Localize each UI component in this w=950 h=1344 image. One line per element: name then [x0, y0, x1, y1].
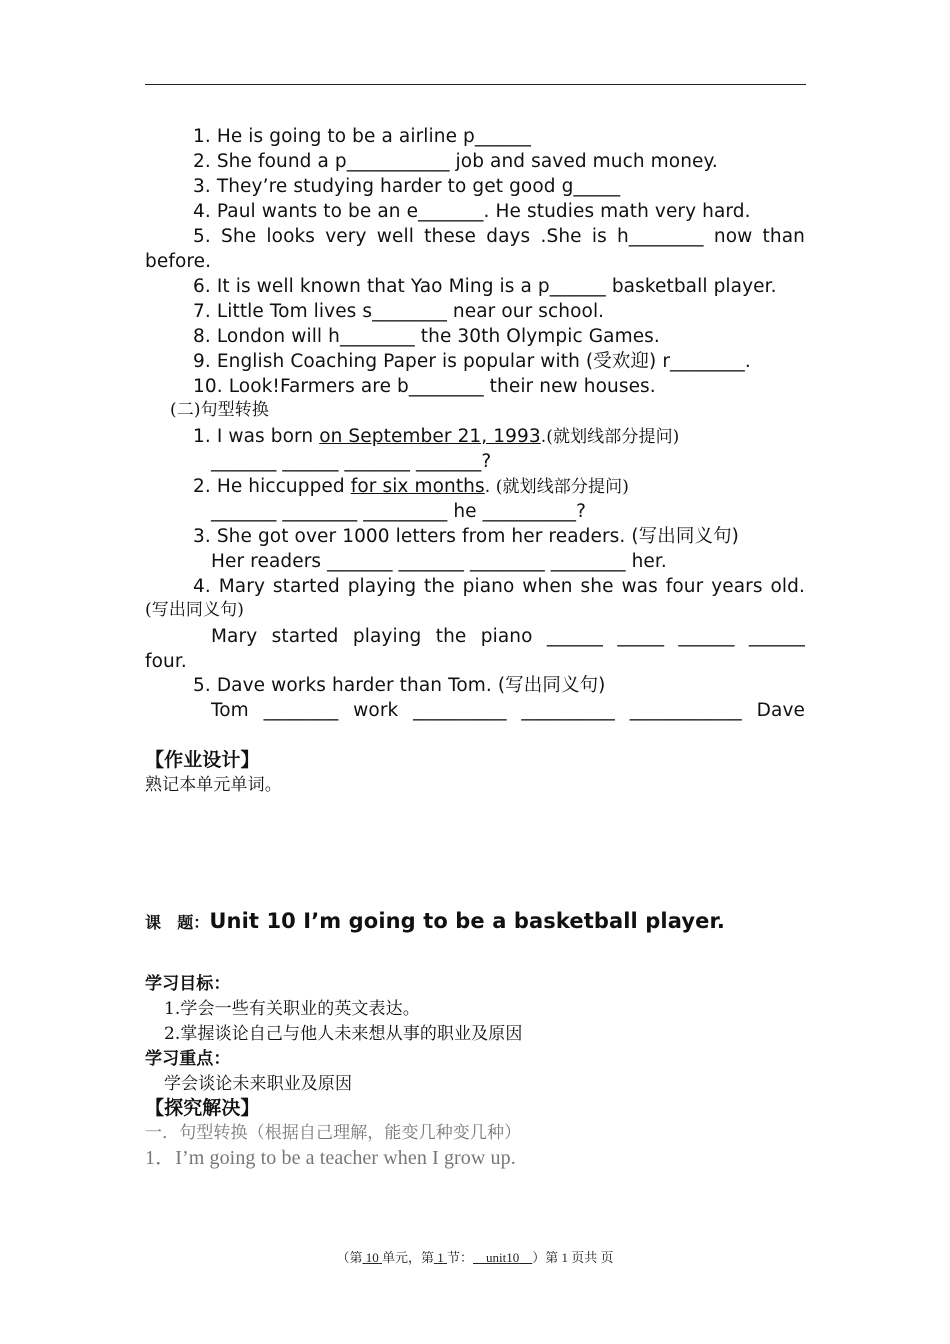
footer-part-1: （第: [336, 1250, 363, 1265]
exercise-line-10: 10. Look!Farmers are b________ their new houses.: [193, 376, 656, 397]
footer-unit-number: [362, 1250, 382, 1265]
transform-q2-prefix: 2. He hiccupped: [193, 476, 351, 497]
transform-q4-note: (写出同义句): [145, 600, 244, 620]
explore-subheading: 一．句型转换（根据自己理解，能变几种变几种）: [145, 1123, 522, 1143]
goals-heading: 学习目标：: [145, 974, 231, 994]
footer-unit-value: 10: [365, 1250, 379, 1265]
exercise-line-3: 3. They’re studying harder to get good g_____: [193, 176, 621, 197]
transform-q3: 3. She got over 1000 letters from her readers. (写出同义句): [193, 526, 740, 547]
transform-q1-prefix: 1. I was born: [193, 426, 320, 447]
footer-section-value: 1: [437, 1250, 444, 1265]
footer-topic: [473, 1250, 532, 1265]
lesson-label: 课 题：: [145, 913, 210, 932]
goal-item-2: 2.掌握谈论自己与他人未来想从事的职业及原因: [164, 1024, 523, 1044]
transform-q1-underlined: on September 21, 1993: [319, 426, 541, 447]
transform-q1-suffix: .(就划线部分提问): [540, 427, 680, 447]
transform-q2-suffix: . (就划线部分提问): [484, 477, 629, 497]
exercise-line-9: 9. English Coaching Paper is popular with (受欢迎) r________.: [193, 351, 751, 372]
header-rule: [145, 84, 806, 85]
transform-q2-underlined: for six months: [350, 476, 485, 497]
exercise-line-1: 1. He is going to be a airline p______: [193, 126, 531, 147]
transform-q5: 5. Dave works harder than Tom. (写出同义句): [193, 675, 606, 696]
focus-heading: 学习重点：: [145, 1049, 231, 1069]
exercise-line-5: 5. She looks very well these days .She is h________ now than: [193, 226, 805, 247]
exercise-line-4: 4. Paul wants to be an e_______. He studies math very hard.: [193, 201, 751, 222]
transform-q1: [193, 424, 679, 450]
goal-item-1: 1.学会一些有关职业的英文表达。: [164, 999, 420, 1019]
footer-part-4: ）第 1 页共 页: [532, 1250, 614, 1265]
transform-q3-answer: Her readers _______ _______ ________ ________ her.: [211, 551, 667, 572]
transform-heading: (二)句型转换: [170, 400, 269, 420]
transform-q2-answer: _______ ________ _________ he __________?: [211, 501, 587, 522]
transform-q1-answer: _______ ______ _______ _______?: [211, 451, 492, 472]
homework-heading: 【作业设计】: [145, 749, 260, 771]
exercise-line-7: 7. Little Tom lives s________ near our school.: [193, 301, 605, 322]
homework-text: 熟记本单元单词。: [145, 775, 282, 795]
footer-topic-value: unit10: [486, 1250, 520, 1265]
footer-section-number: [434, 1250, 447, 1265]
transform-q2: [193, 474, 629, 500]
footer-part-2: 单元，第: [381, 1250, 434, 1265]
exercise-line-6: 6. It is well known that Yao Ming is a p______ basketball player.: [193, 276, 777, 297]
transform-q4: 4. Mary started playing the piano when she was four years old.: [193, 576, 805, 597]
exercise-line-2: 2. She found a p___________ job and saved much money.: [193, 151, 718, 172]
transform-q5-answer: Tom ________ work __________ __________ ____________ Dave: [211, 700, 805, 721]
explore-heading: 【探究解决】: [145, 1097, 260, 1119]
transform-q4-answer-end: four.: [145, 651, 187, 672]
focus-text: 学会谈论未来职业及原因: [164, 1074, 353, 1094]
page-footer: [0, 1247, 950, 1266]
transform-q4-answer: Mary started playing the piano ______ _____ ______ ______: [211, 626, 805, 647]
exercise-line-5-continued: before.: [145, 251, 212, 272]
footer-part-3: 节：: [447, 1250, 474, 1265]
explore-item-1: 1．I’m going to be a teacher when I grow up.: [145, 1147, 516, 1169]
exercise-line-8: 8. London will h________ the 30th Olympic Games.: [193, 326, 660, 347]
lesson-title-line: [145, 906, 725, 938]
lesson-title: Unit 10 I’m going to be a basketball player.: [209, 909, 725, 933]
